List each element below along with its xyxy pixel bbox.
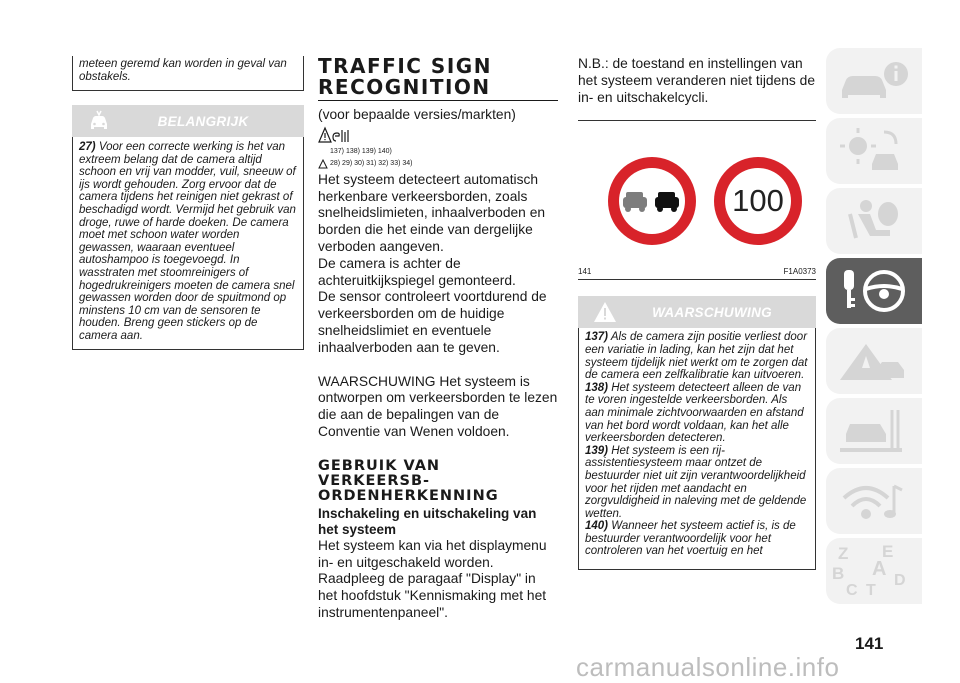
sidebar-tab-emergency[interactable]	[826, 328, 922, 394]
car-lift-icon	[836, 404, 912, 458]
key-steering-wheel-icon	[836, 264, 912, 318]
sidebar-tab-dashboard[interactable]	[826, 118, 922, 184]
tsr-warning-paragraph: WAARSCHUWING Het systeem is ontworpen om verkeersborden te lezen die aan de bepalingen van de Conventie van Wenen voldoen.	[318, 373, 558, 439]
warning-banner	[578, 296, 816, 328]
airbag-seat-icon	[836, 194, 912, 248]
index-letter: T	[866, 582, 876, 599]
usage-heading: GEBRUIK VAN VERKEERSB-ORDENHERKENNING	[318, 457, 499, 504]
tsr-paragraph-1: Het systeem detecteert automatisch herkenbare verkeersborden, zoals snelheidslimieten, inhaalverboden en borden die het einde van dergelijke verboden aangeven.	[318, 171, 546, 254]
important-note	[72, 137, 304, 350]
warning-title: WAARSCHUWING	[652, 305, 772, 321]
refs-line-1: 137) 138) 139) 140)	[330, 147, 392, 155]
usage-subheading: Inschakeling en uitschakeling van het systeem	[318, 505, 537, 537]
reference-block	[318, 126, 558, 172]
sidebar-tab-multimedia[interactable]	[826, 468, 922, 534]
speed-limit-value: 100	[732, 183, 784, 219]
usage-paragraph-1: Het systeem kan via het displaymenu in- en uitgeschakeld worden.	[318, 537, 547, 570]
warning-item-number: 140)	[585, 520, 609, 533]
sidebar-tab-maintenance[interactable]	[826, 398, 922, 464]
section-subtitle: (voor bepaalde versies/markten)	[318, 107, 516, 122]
warning-item	[585, 445, 809, 521]
warning-item-text: Het systeem is een rij-assistentiesysteem maar ontzet de bestuurder niet uit zijn verantwoordelijkheid voor het rijden met aandacht en zorgvuldigheid in naleving met de geldende wetten.	[585, 444, 807, 520]
important-title: BELANGRIJK	[157, 114, 249, 129]
left-column	[72, 56, 304, 350]
note-text: Voor een correcte werking is het van extreem belang dat de camera altijd schoon en vrij van modder, vuil, sneeuw of ijs wordt gehouden. Zorg ervoor dat de camera tijdens het reinigen niet gekrast of beschadigd wordt. Vermijd het gebruik van droge, ruwe of harde doeken. De camera moet met schoon water worden gewassen, waaraan eventueel autoshampoo is toegevoegd. In wasstraten met stoomreinigers of hogedrukreinigers moeten de camera snel gewassen worden door de spuitmond op minstens 10 cm van de sensoren te houden. Breng geen stickers op de camera aan.	[79, 141, 296, 342]
tsr-body	[318, 172, 558, 441]
sidebar-tab-driving[interactable]	[826, 258, 922, 324]
index-letter: C	[846, 582, 858, 599]
tsr-paragraph-3: De sensor controleert voortdurend de verkeersborden om de huidige snelheidslimiet en eventuele inhaalverboden aan te geven.	[318, 289, 547, 355]
nb-paragraph: N.B.: de toestand en instellingen van het systeem veranderen niet tijdens de in- en uitschakelcycli.	[578, 56, 815, 105]
warning-triangle-icon	[318, 126, 352, 146]
index-letter: D	[894, 572, 906, 589]
page-number: 141	[855, 634, 884, 653]
warning-item	[585, 331, 809, 381]
warning-notes	[578, 328, 816, 570]
note-triangle-icon	[318, 159, 328, 169]
index-letter: E	[882, 542, 894, 561]
warning-item-text: Als de camera zijn positie verliest door een variatie in lading, kan het zijn dat het systeem tijdelijk niet werkt om te zorgen dat de camera een zelfkalibratie kan uitvoeren.	[585, 331, 808, 382]
section-heading: TRAFFIC SIGN RECOGNITION	[318, 56, 558, 101]
warning-item-text: Het systeem detecteert alleen de van te voren ingestelde verkeersborden. Als aan minimale zichtvoorwaarden en afstand van het bord wordt voldaan, kan het alle verkeersborden detecteren.	[585, 381, 804, 445]
chapter-sidebar	[826, 48, 922, 608]
car-info-icon	[836, 54, 912, 108]
right-column	[578, 56, 816, 570]
warning-item-number: 139)	[585, 444, 609, 457]
index-letter: Z	[838, 544, 849, 563]
continued-note: meteen geremd kan worden in geval van obstakels.	[72, 56, 304, 91]
dashboard-lights-icon	[836, 124, 912, 178]
figure-number: 141	[578, 267, 592, 277]
multimedia-icon	[836, 474, 912, 528]
warning-item-number: 137)	[585, 331, 609, 344]
emergency-road-icon	[836, 334, 912, 388]
warning-item-number: 138)	[585, 381, 609, 394]
no-overtaking-sign-icon	[606, 155, 698, 247]
warning-item-text: Wanneer het systeem actief is, is de bestuurder verantwoordelijk voor het controleren van het voertuig en het	[585, 520, 796, 558]
sidebar-tab-vehicle-info[interactable]	[826, 48, 922, 114]
sidebar-tab-safety[interactable]	[826, 188, 922, 254]
refs-line-2: 28) 29) 30) 31) 32) 33) 34)	[330, 159, 413, 167]
figure-caption	[578, 267, 816, 276]
middle-column	[318, 56, 558, 622]
index-letter: A	[872, 558, 887, 580]
important-banner	[72, 105, 304, 137]
usage-paragraph-2: Raadpleeg de paragaaf "Display" in het hoofdstuk "Kennismaking met het instrumentenpaneel".	[318, 571, 547, 620]
watermark: carmanualsonline.info	[576, 652, 840, 682]
index-letter: B	[832, 564, 845, 583]
tsr-paragraph-2: De camera is achter de achteruitkijkspiegel gemonteerd.	[318, 255, 516, 288]
figure-141	[578, 121, 816, 267]
sidebar-tab-index[interactable]	[826, 538, 922, 604]
warning-item	[585, 520, 809, 558]
usage-body	[318, 538, 558, 622]
figure-code: F1A0373	[783, 267, 816, 277]
warning-item	[585, 382, 809, 445]
note-number: 27)	[79, 141, 96, 153]
